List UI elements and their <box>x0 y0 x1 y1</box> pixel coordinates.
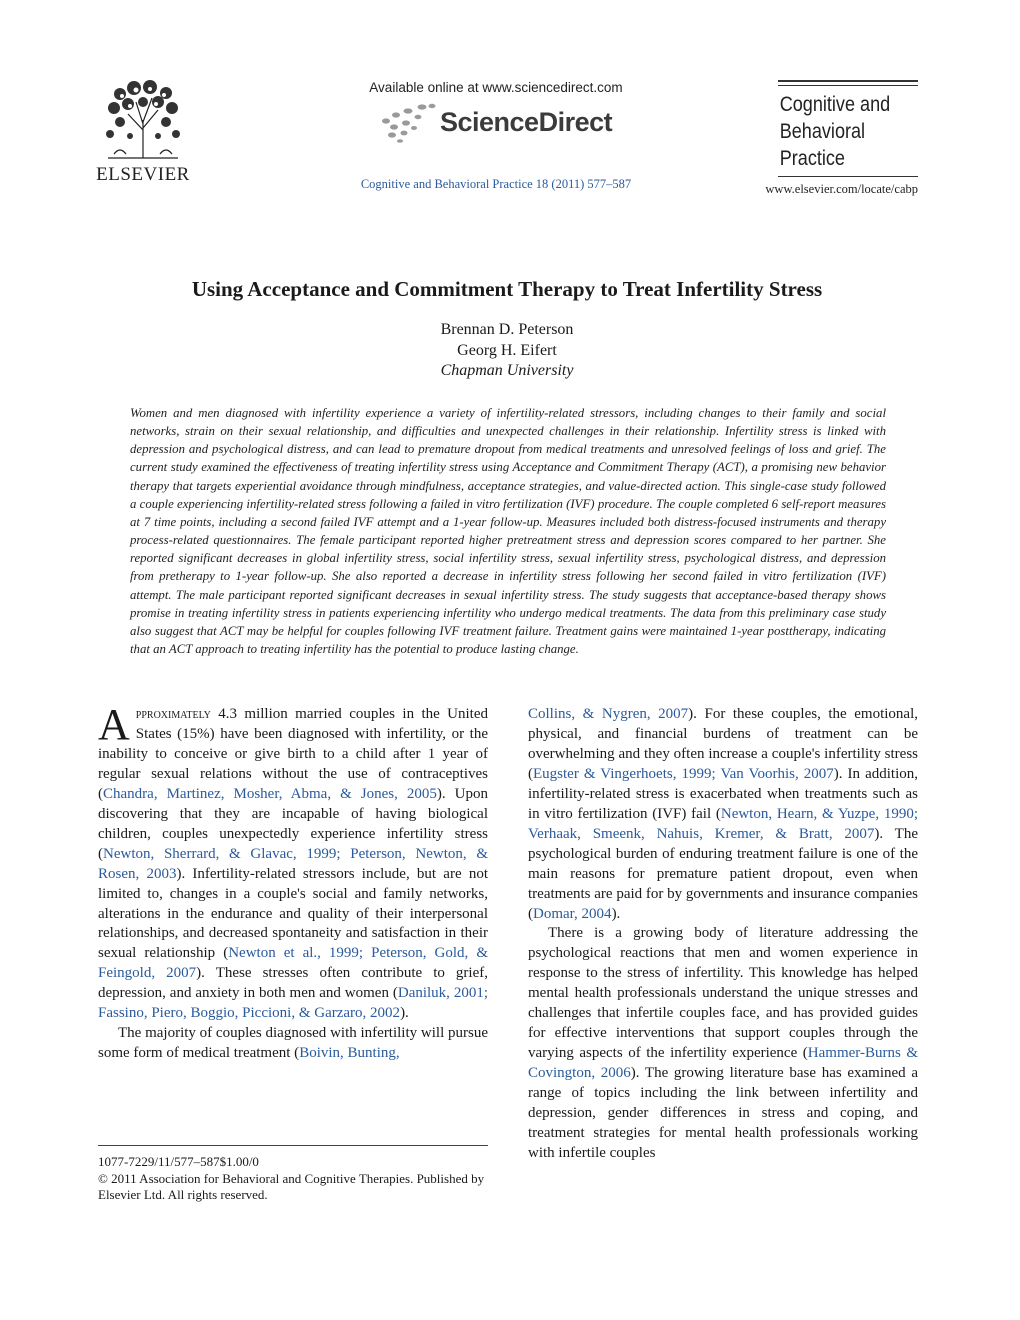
author-block <box>96 320 918 382</box>
sciencedirect-dots-icon <box>378 103 438 143</box>
body-text: ). The psychological burden of enduring treatment failure is one of the main reasons for premature patient dropout, even when treatments are paid for by governments and insurance companies ( <box>528 825 919 922</box>
citation-link[interactable]: Daniluk, 2001; Fassino, Piero, Boggio, Piccioni, & Garzaro, 2002 <box>98 985 488 1022</box>
journal-name-line1: Cognitive and <box>779 93 891 116</box>
body-text: ). For these couples, the emotional, physical, and financial burdens of treatment can be overwhelming and they often increase a couple's infertility stress ( <box>528 706 918 782</box>
body-column-right <box>528 705 918 1164</box>
citation-link[interactable]: Hammer-Burns & Covington, 2006 <box>528 1045 918 1082</box>
citation-link[interactable]: Newton et al., 1999; Peterson, Gold, & Feingold, 2007 <box>98 945 489 982</box>
sciencedirect-wordmark: ScienceDirect <box>440 107 613 137</box>
copyright-line: © 2011 Association for Behavioral and Cognitive Therapies. Published by Elsevier Ltd. All rights reserved. <box>98 1170 485 1202</box>
journal-name-line2: Behavioral <box>779 120 866 143</box>
body-paragraph <box>528 924 918 1163</box>
journal-rule-top <box>778 80 918 82</box>
article-title: Using Acceptance and Commitment Therapy to Treat Infertility Stress <box>191 277 823 301</box>
body-paragraph <box>98 700 489 1024</box>
citation-link[interactable]: Domar, 2004 <box>533 905 612 922</box>
citation-link[interactable]: Collins, & Nygren, 2007 <box>528 706 689 722</box>
body-text: 4.3 million married couples in the United States (15%) have been diagnosed with infertility, or the inability to conceive or give birth to a child after 1 year of regular sexual relations without the use of contraceptives ( <box>98 706 488 802</box>
body-column-left <box>98 700 489 1064</box>
body-text: ). In addition, infertility-related stress is exacerbated when treatments such as in vitro fertilization (IVF) fail ( <box>528 765 919 822</box>
journal-logo <box>778 80 918 177</box>
journal-rule-bottom <box>778 176 918 177</box>
citation-link[interactable]: Eugster & Vingerhoets, 1999; Van Voorhis, 2007 <box>533 765 834 782</box>
author-affiliation: Chapman University <box>440 362 574 379</box>
abstract: Women and men diagnosed with infertility experience a variety of infertility-related stressors, including changes to their family and social networks, strain on their sexual relationship, and difficulties and unexpected challenges in their relationship. Infertility stress is linked with depression and psychological distress, and can lead to premature dropout from medical treatments and unresolved feelings of loss and grief. The current study examined the effectiveness of treating infertility stress using Acceptance and Commitment Therapy (ACT), a promising new behavior therapy that targets experiential avoidance through mindfulness, acceptance strategies, and value-directed action. This single-case study followed a couple experiencing infertility-related stress following a failed in vitro fertilization (IVF) procedure. The couple completed 6 self-report measures at 7 time points, including a second failed IVF attempt and a 1-year follow-up. Measures included both distress-focused instruments and therapy process-related questionnaires. The female participant reported higher pretreatment stress and depression scores compared to her partner. She reported significant decreases in global infertility stress, social infertility stress, sexual infertility stress, psychological distress, and depression from pretherapy to 1-year follow-up. She also reported a decrease in infertility stress following her second failed in vitro fertilization (IVF) attempt. The male participant reported significant decreases in sexual infertility stress. The study suggests that acceptance-based therapy shows promise in treating infertility stress in patients experiencing infertility who undergo medical treatments. The data from this preliminary case study also suggest that ACT may be helpful for couples following IVF treatment failure. Treatment gains were maintained 1-year posttherapy, indicating that an ACT approach to treating infertility has the potential to produce lasting change. <box>130 406 886 657</box>
lead-in-word: pproximately <box>135 707 211 722</box>
sciencedirect-block <box>316 80 676 192</box>
elsevier-wordmark: ELSEVIER <box>96 164 190 185</box>
copyright-footnote <box>98 1145 488 1204</box>
citation-link[interactable]: Chandra, Martinez, Mosher, Abma, & Jones, 2005 <box>103 785 437 802</box>
body-text: ). <box>611 905 621 922</box>
body-text: There is a growing body of literature addressing the psychological reactions that men and women experience in response to the stress of infertility. This knowledge has helped mental health professionals understand the unique stresses and challenges that infertile couples face, and has provided guides for effective interventions that support couples through the varying aspects of the infertility experience ( <box>528 925 918 1062</box>
author-name: Brennan D. Peterson <box>440 321 574 338</box>
body-text: ). Upon discovering that they are incapable of having biological children, couples unexpectedly experience infertility stress ( <box>98 785 489 862</box>
author-name: Georg H. Eifert <box>457 341 557 359</box>
footnote-rule <box>98 1145 488 1146</box>
available-online-text[interactable]: Available online at www.sciencedirect.com <box>369 80 623 95</box>
body-text: The majority of couples diagnosed with infertility will pursue some form of medical treatment ( <box>98 1025 488 1062</box>
drop-cap: A <box>98 700 130 749</box>
elsevier-logo[interactable] <box>96 80 190 188</box>
elsevier-tree-icon <box>100 80 186 160</box>
citation-link[interactable]: Newton, Sherrard, & Glavac, 1999; Peterson, Newton, & Rosen, 2003 <box>98 845 488 882</box>
sciencedirect-logo[interactable] <box>316 103 676 147</box>
body-paragraph <box>98 1024 488 1064</box>
journal-url-link[interactable]: www.elsevier.com/locate/cabp <box>765 182 918 196</box>
journal-name <box>778 86 898 174</box>
citation-link[interactable]: Boivin, Bunting, <box>299 1045 400 1062</box>
body-text: ). The growing literature base has examined a range of topics including the link between infertility and depression, gender differences in stress and coping, and treatment strategies for mental health professionals working with infertile couples <box>528 1065 918 1161</box>
body-paragraph <box>528 705 918 924</box>
citation-link[interactable]: Newton, Hearn, & Yuzpe, 1990; Verhaak, Smeenk, Nahuis, Kremer, & Bratt, 2007 <box>528 805 918 842</box>
body-text: ). <box>400 1005 409 1022</box>
body-text: ). These stresses often contribute to grief, depression, and anxiety in both men and women ( <box>98 965 489 1002</box>
issn-line: 1077-7229/11/577–587$1.00/0 <box>98 1154 259 1169</box>
masthead <box>96 76 918 206</box>
journal-name-line3: Practice <box>779 147 845 170</box>
journal-citation-link[interactable]: Cognitive and Behavioral Practice 18 (2011) 577–587 <box>360 177 632 191</box>
body-text: ). Infertility-related stressors include, but are not limited to, changes in a couple's social and family networks, alterations in the endurance and quality of their interpersonal relationships, and decreased spontaneity and satisfaction in their sexual relationship ( <box>98 865 488 962</box>
